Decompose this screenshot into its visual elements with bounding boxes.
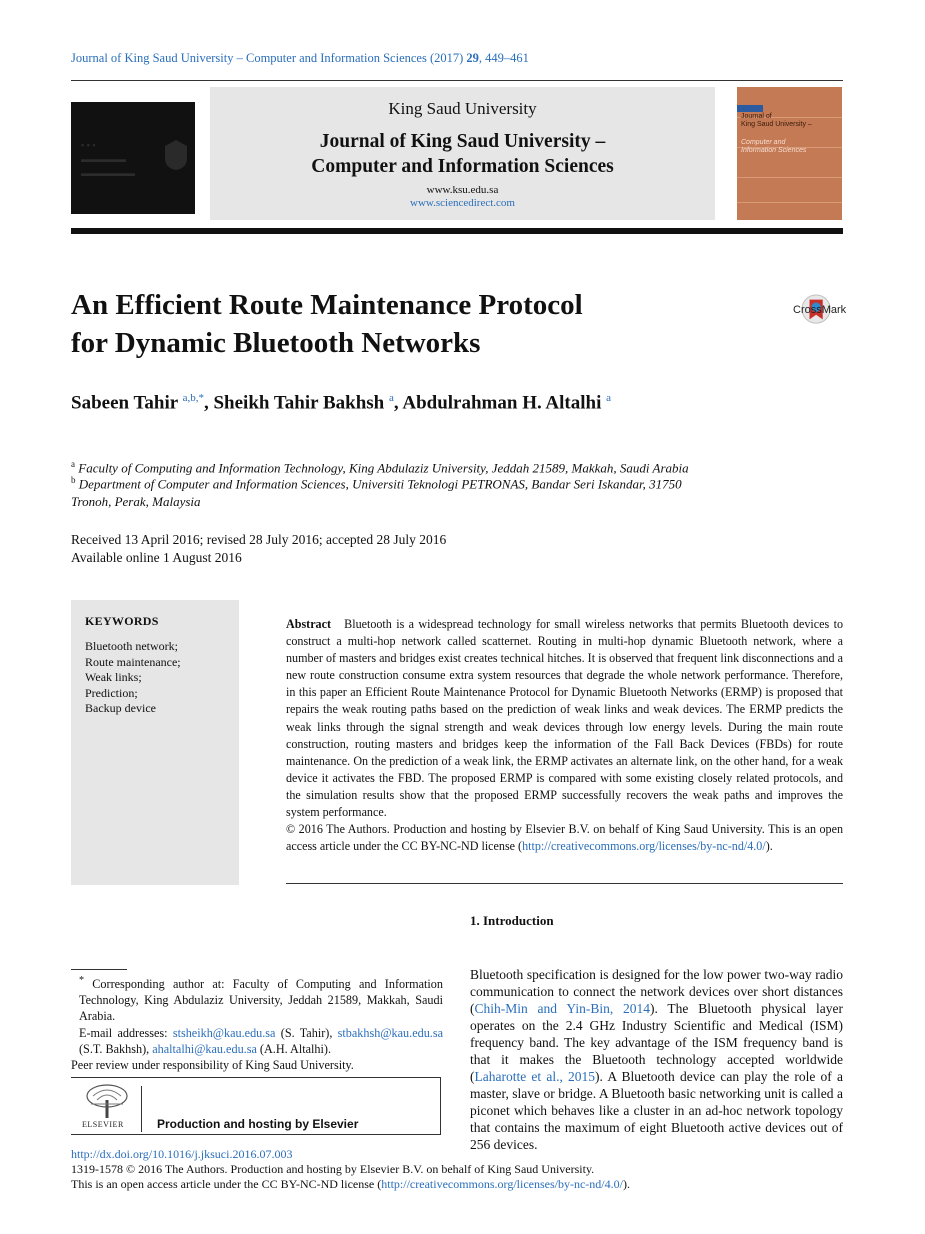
- ksu-url[interactable]: www.ksu.edu.sa: [426, 184, 499, 196]
- journal-title: [210, 129, 715, 179]
- email-label: E-mail addresses:: [79, 1025, 173, 1040]
- logo-line: ▪ ▪ ▪: [81, 140, 96, 150]
- keywords-box: [71, 600, 239, 885]
- introduction-text: [470, 966, 843, 1153]
- abstract-body: [286, 616, 843, 821]
- keyword: Route maintenance;: [85, 654, 181, 669]
- abstract-label: Abstract: [286, 617, 332, 631]
- cover-title: [741, 113, 812, 129]
- article-dates: [71, 531, 446, 567]
- elsevier-separator: [141, 1086, 142, 1132]
- header-top-rule: [71, 80, 843, 81]
- cover-tag: [737, 105, 763, 112]
- license-link[interactable]: http://creativecommons.org/licenses/by-nc-nd/4.0/: [381, 1177, 623, 1191]
- abstract-rule: [286, 883, 843, 884]
- sciencedirect-url[interactable]: www.sciencedirect.com: [410, 197, 515, 209]
- intro-text: Bluetooth specification is designed for the low power two-way radio communication to connect the network devices over short distances (: [470, 967, 843, 1016]
- cover-line4: Information Sciences: [741, 147, 807, 154]
- doi-link[interactable]: http://dx.doi.org/10.1016/j.jksuci.2016.07.003: [71, 1147, 293, 1161]
- email-link[interactable]: stbakhsh@kau.edu.sa: [337, 1025, 443, 1040]
- open-access-note: [71, 1177, 630, 1192]
- keywords-title: KEYWORDS: [85, 614, 159, 628]
- author-name: Sabeen Tahir: [71, 392, 178, 414]
- crossmark-label[interactable]: CrossMark: [793, 304, 847, 316]
- university-logo: [71, 102, 195, 214]
- affiliation-mark: a: [71, 459, 75, 469]
- cover-stripe: [737, 202, 842, 203]
- section-heading: 1. Introduction: [470, 913, 554, 928]
- author-separator: ,: [393, 392, 403, 414]
- keyword: Prediction;: [85, 685, 138, 700]
- cover-line3: Computer and: [741, 139, 786, 146]
- email-owner: (S.T. Bakhsh),: [79, 1041, 153, 1056]
- abstract: [286, 616, 843, 855]
- logo-emblem-icon: [163, 138, 189, 172]
- author-affiliation-mark[interactable]: a: [389, 392, 394, 404]
- email-owner: (S. Tahir),: [275, 1025, 338, 1040]
- footnote-rule: [71, 969, 127, 970]
- cover-subtitle: [741, 139, 806, 155]
- journal-cover-thumbnail: [737, 87, 842, 220]
- logo-line: ▬▬▬▬▬: [81, 154, 126, 164]
- affiliation-b: [71, 471, 811, 511]
- keyword: Backup device: [85, 701, 156, 715]
- footnotes: [71, 973, 443, 1073]
- footnote-mark: *: [79, 975, 85, 986]
- intro-text: ). A Bluetooth device can play the role of a master, slave or bridge. A Bluetooth basic networking unit is called a piconet which behaves like a cluster in an ad-hoc network topology that contains the maximum of eight Bluetooth active devices out of 256 devices.: [470, 1069, 843, 1152]
- journal-title-line2: Computer and Information Sciences: [311, 156, 614, 177]
- journal-reference[interactable]: [71, 51, 529, 66]
- cover-stripe: [737, 177, 842, 178]
- author-affiliation-mark[interactable]: a,b,*: [182, 392, 204, 404]
- affiliation-text: Faculty of Computing and Information Technology, King Abdulaziz University, Jeddah 21589, Makkah, Saudi Arabia: [78, 460, 689, 476]
- abstract-copyright: [286, 821, 843, 855]
- article-title-line1: An Efficient Route Maintenance Protocol: [71, 289, 583, 321]
- corresponding-author-note: [71, 973, 443, 1025]
- license-link[interactable]: http://creativecommons.org/licenses/by-nc-nd/4.0/: [522, 839, 766, 854]
- citation-link[interactable]: Chih-Min and Yin-Bin, 2014: [474, 1001, 650, 1016]
- copyright-text: © 2016 The Authors. Production and hosting by Elsevier B.V. on behalf of King Saud University. This is an open access article under the CC BY-NC-ND license (: [286, 822, 843, 854]
- keyword: Weak links;: [85, 670, 142, 684]
- citation-link[interactable]: Laharotte et al., 2015: [474, 1069, 596, 1084]
- received-dates: Received 13 April 2016; revised 28 July 2016; accepted 28 July 2016: [71, 532, 447, 547]
- author-separator: ,: [203, 392, 214, 414]
- journal-title-line1: Journal of King Saud University –: [319, 131, 606, 152]
- journal-header-box: [210, 87, 715, 220]
- journal-volume: 29: [466, 51, 479, 65]
- logo-line: ▬▬▬▬▬▬: [81, 168, 135, 178]
- header-bottom-rule: [71, 228, 843, 234]
- article-title-line2: for Dynamic Bluetooth Networks: [71, 327, 481, 359]
- elsevier-wordmark: ELSEVIER: [82, 1120, 124, 1129]
- available-online-date: Available online 1 August 2016: [71, 550, 242, 565]
- email-link[interactable]: ahaltalhi@kau.edu.sa: [152, 1041, 257, 1056]
- cover-line1: Journal of: [741, 113, 772, 120]
- issn-copyright: 1319-1578 © 2016 The Authors. Production and hosting by Elsevier B.V. on behalf of King Saud University.: [71, 1162, 595, 1176]
- peer-review-note: Peer review under responsibility of King Saud University.: [71, 1058, 354, 1073]
- copyright-close: ).: [765, 839, 773, 854]
- cover-line2: King Saud University –: [741, 121, 812, 128]
- affiliation-mark: b: [71, 475, 76, 485]
- university-name: King Saud University: [388, 99, 537, 118]
- email-owner: (A.H. Altalhi).: [256, 1041, 331, 1056]
- abstract-text: Bluetooth is a widespread technology for small wireless networks that permits Bluetooth devices to construct a multi-hop network called scatternet. Routing in multi-hop dynamic Bluetooth network, where a number of masters and bridges exist creates technical hitches. It is observed that frequent link disconnections and a new route construction consume extra system resources that degrade the whole network performance. Therefore, in this paper an Efficient Route Maintenance Protocol for Dynamic Bluetooth Networks (ERMP) is proposed that repairs the weak routing paths based on the prediction of weak links and weak devices. The ERMP predicts the weak links through the signal strength and weak devices through low energy levels. During the main route construction, routing masters and bridges keep the information of the Fall Back Devices (FBDs) for route maintenance. On the prediction of a weak link, the ERMP activates an alternate link, on the other hand, for a weak device it activates the FBD. The proposed ERMP is compared with some existing closely related protocols, and the simulation results show that the proposed ERMP successfully recovers the weak paths and improves the system performance.: [286, 617, 843, 820]
- intro-paragraph: [470, 966, 843, 1153]
- keywords-list: [85, 639, 181, 717]
- email-addresses: [71, 1025, 443, 1057]
- elsevier-tree-icon: [83, 1084, 131, 1118]
- intro-text: ). The Bluetooth physical layer operates on the 2.4 GHz Industry Scientific and Medical (ISM) frequency band. The key advantage of the ISM frequency band is that it makes the Bluetooth technology accepted worldwide (: [470, 1001, 843, 1084]
- affiliation-text: Department of Computer and Information Sciences, Universiti Teknologi PETRONAS, Bandar Seri Iskandar, 31750: [78, 476, 682, 492]
- open-access-close: ).: [622, 1177, 630, 1191]
- email-link[interactable]: stsheikh@kau.edu.sa: [172, 1025, 276, 1040]
- elsevier-hosting-text: Production and hosting by Elsevier: [157, 1117, 359, 1131]
- author-affiliation-mark[interactable]: a: [606, 392, 612, 404]
- elsevier-hosting-box: [71, 1077, 441, 1135]
- journal-pages: , 449–461: [478, 51, 529, 65]
- corresponding-text: Corresponding author at: Faculty of Computing and Information Technology, King Abdulaziz University, Jeddah 21589, Makkah, Saudi Arabia.: [79, 977, 443, 1024]
- article-title: [71, 286, 711, 362]
- author-name: Sheikh Tahir Bakhsh: [213, 392, 385, 414]
- author-name: Abdulrahman H. Altalhi: [402, 392, 602, 414]
- journal-reference-text: Journal of King Saud University – Computer and Information Sciences (2017): [71, 51, 464, 65]
- author-list: [71, 392, 611, 414]
- open-access-text: This is an open access article under the CC BY-NC-ND license (: [71, 1177, 382, 1191]
- affiliation-text: Tronoh, Perak, Malaysia: [71, 494, 201, 510]
- keyword: Bluetooth network;: [85, 639, 178, 653]
